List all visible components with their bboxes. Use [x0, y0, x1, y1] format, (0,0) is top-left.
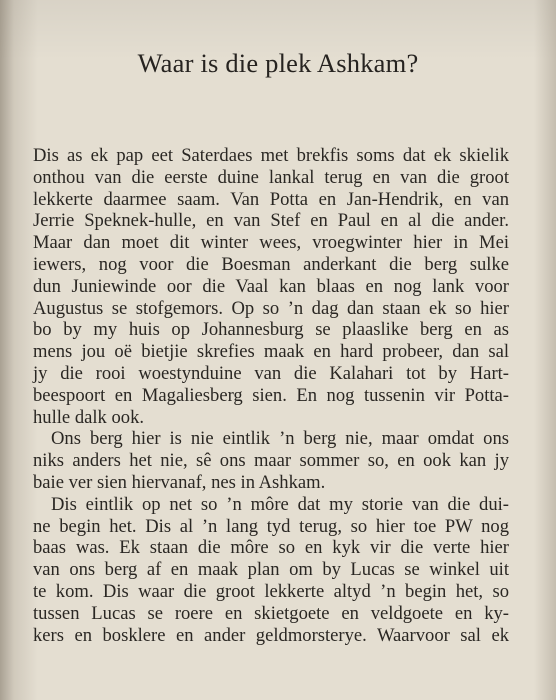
- text-line: Jerrie Speknek-hulle, en van Stef en Paul en al die ander.: [33, 210, 509, 232]
- text-line: ne begin het. Dis al ’n lang tyd terug, so hier toe PW nog: [33, 515, 509, 537]
- text-line: Dis eintlik op net so ’n môre dat my storie van die dui-: [51, 493, 509, 515]
- text-line: beespoort en Magaliesberg sien. En nog tussenin vir Potta-: [33, 384, 509, 406]
- text-line: kers en bosklere en ander geldmorsterye. Waarvoor sal ek: [33, 624, 509, 646]
- chapter-title: Waar is die plek Ashkam?: [137, 48, 419, 78]
- text-line: jy die rooi woestynduine van die Kalahari tot by Hart-: [33, 362, 509, 384]
- text-line: hulle dalk ook.: [33, 406, 145, 428]
- text-line: bo by my huis op Johannesburg se plaaslike berg en as: [33, 319, 509, 341]
- text-line: Maar dan moet dit winter wees, vroegwinter hier in Mei: [33, 232, 509, 254]
- text-line: Augustus se stofgemors. Op so ’n dag dan staan ek so hier: [33, 297, 509, 319]
- text-line: lekkerte daarmee saam. Van Potta en Jan-Hendrik, en van: [33, 188, 509, 210]
- text-line: Dis as ek pap eet Saterdaes met brekfis soms dat ek skielik: [33, 145, 509, 166]
- text-line: niks anders het nie, sê ons maar sommer so, en ook kan jy: [33, 450, 509, 472]
- body-text: [33, 145, 509, 646]
- text-line: mens jou oë bietjie skrefies maak en hard probeer, dan sal: [33, 341, 509, 363]
- text-line: tussen Lucas se roere en skietgoete en veldgoete en ky-: [33, 602, 509, 624]
- text-line: Ons berg hier is nie eintlik ’n berg nie, maar omdat ons: [51, 428, 509, 450]
- text-line: baie ver sien hiervanaf, nes in Ashkam.: [33, 471, 326, 493]
- text-line: iewers, nog voor die Boesman anderkant die berg sulke: [33, 253, 509, 275]
- text-line: dun Juniewinde oor die Vaal kan blaas en nog lank voor: [33, 275, 509, 297]
- text-line: onthou van die eerste duine lankal terug en van die groot: [33, 166, 509, 188]
- text-line: baas was. Ek staan die môre so en kyk vir die verte hier: [33, 537, 509, 559]
- text-line: te kom. Dis waar die groot lekkerte altyd ’n begin het, so: [33, 580, 509, 602]
- text-line: van ons berg af en maak plan om by Lucas se winkel uit: [33, 559, 509, 581]
